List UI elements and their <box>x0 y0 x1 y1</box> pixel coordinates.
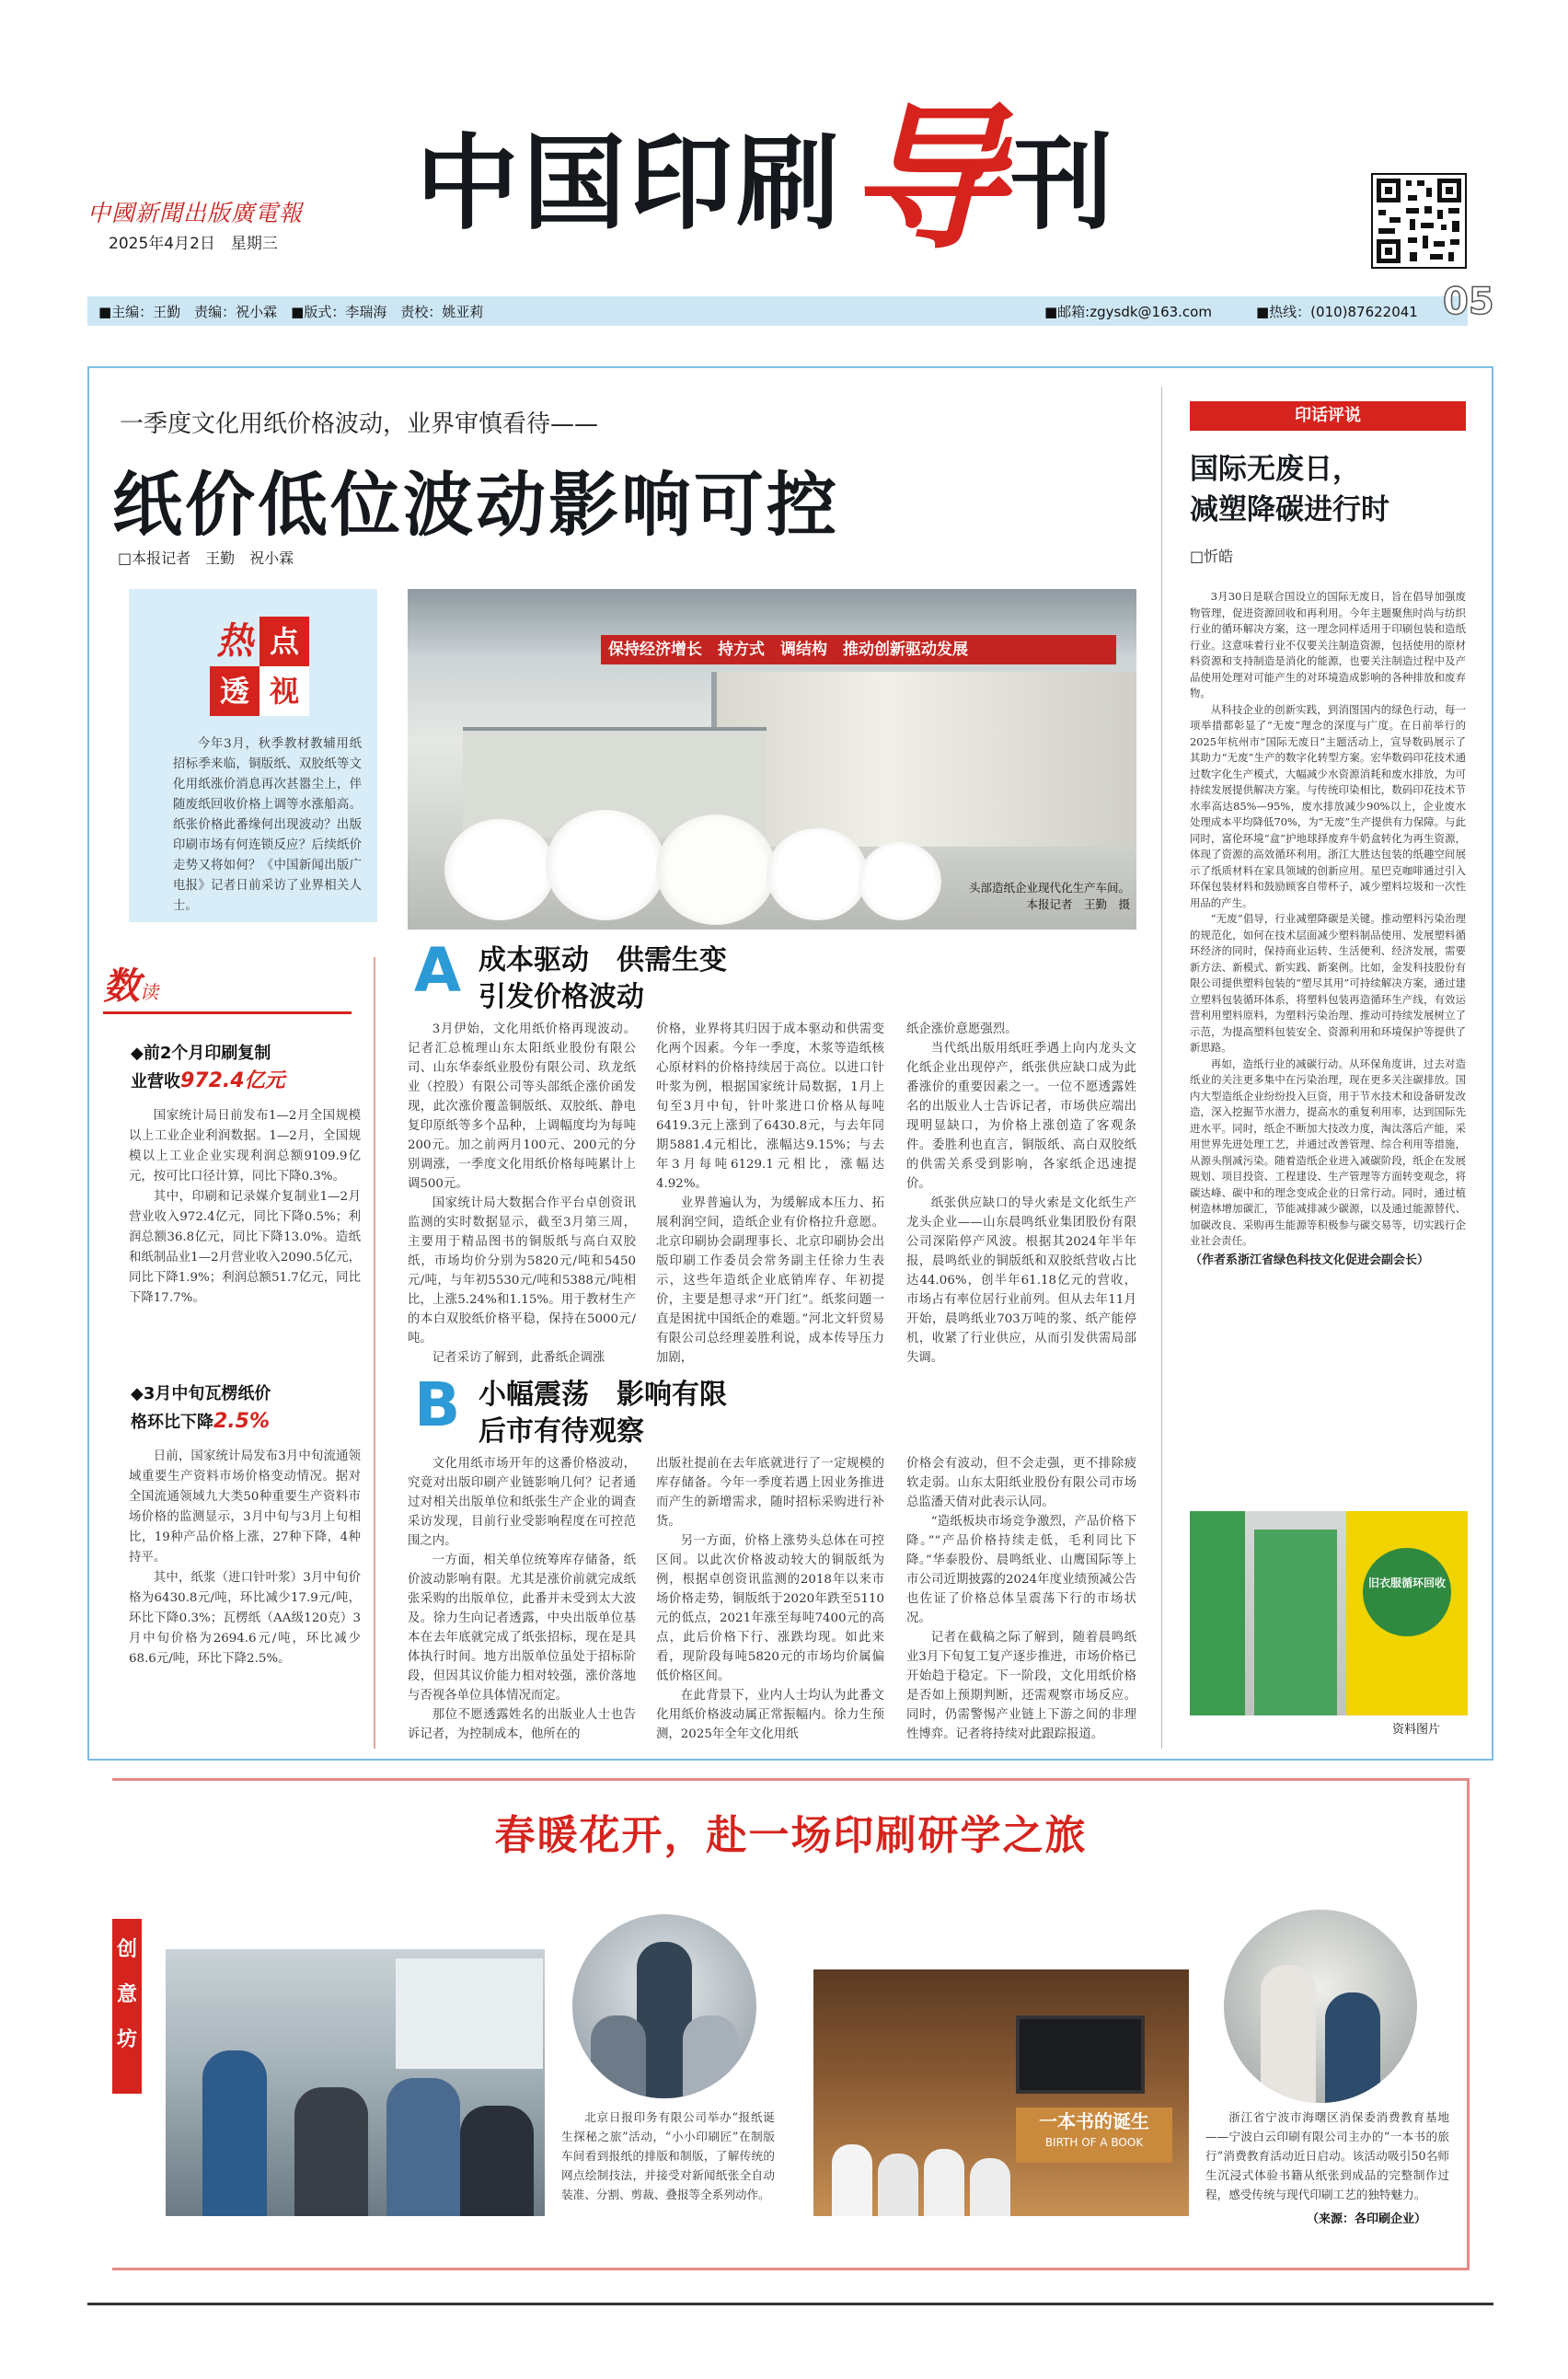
commentary-title-1: 国际无废日， <box>1190 453 1361 486</box>
paragraph: 在此背景下，业内人士均认为此番文化用纸价格波动属正常振幅内。徐力生预测，2025年全年文化用纸 <box>656 1689 884 1741</box>
person <box>386 2078 460 2216</box>
badge-char-3: 透 <box>210 666 259 716</box>
page-number: 05 <box>1443 281 1494 323</box>
section-a-letter: A <box>414 935 462 1006</box>
badge-char-4: 视 <box>259 666 309 716</box>
paragraph: 文化用纸市场开年的这番价格波动，究竟对出版印刷产业链影响几何？记者通过对相关出版单位和纸张生产企业的调查采访发现，目前行业受影响程度在可控范围之内。 <box>408 1457 636 1548</box>
recycle-bin <box>1190 1511 1245 1715</box>
hotline-text: ■热线：(010)87622041 <box>1256 304 1418 320</box>
machine <box>711 672 1136 847</box>
kicker: 一季度文化用纸价格波动，业界审慎看待—— <box>120 410 599 438</box>
paragraph: 纸企涨价意愿强烈。 <box>906 1022 1018 1036</box>
side-char-2: 意 <box>116 1983 137 2006</box>
hot-badge <box>210 617 309 716</box>
hot-topic-box <box>129 589 377 922</box>
section-a-title-1: 成本驱动 供需生变 <box>478 944 727 976</box>
section-a-col-3 <box>906 1020 1136 1368</box>
section-b-col-2 <box>656 1454 884 1744</box>
commentary-body <box>1190 589 1466 1270</box>
commentary-title <box>1190 449 1389 530</box>
section-a-title-2: 引发价格波动 <box>478 981 644 1013</box>
email-text: ■邮箱:zgysdk@163.com <box>1044 304 1212 320</box>
paragraph: “无废”倡导，行业减塑降碳是关键。推动塑料污染治理的规范化，如何在技术层面减少塑料制品使用、发展塑料循环经济的同时，保持商业运转、生活便利、经济发展，需要新方法、新模式、新实践、新案例。比如，金发科技股份有限公司提供塑料包装的“塑尽其用”可持续解决方案，通过建立塑料包装循环体系，将塑料包装再造循环生产线，有效运营利用塑料原料，为塑料污染治理、推动可持续发展树立了示范，为提高塑料包装安全、资源利用和环境保护等提供了新思路。 <box>1190 912 1466 1054</box>
section-b-title-1: 小幅震荡 影响有限 <box>478 1379 727 1411</box>
paragraph: 记者在截稿之际了解到，随着晨鸣纸业3月下旬复工复产逐步推进，市场价格已开始趋于稳定。下一阶段，文化用纸价格是否如上预期判断，还需观察市场反应。同时，仍需警惕产业链上下游之间的非理性博弈。记者将持续对此跟踪报道。 <box>906 1631 1136 1741</box>
section-b-title-2: 后市有待观察 <box>478 1415 644 1448</box>
paragraph: “造纸板块市场竞争激烈，产品价格下降。”“产品价格持续走低，毛利同比下降。”华泰股份、晨鸣纸业、山鹰国际等上市公司近期披露的2024年度业绩预减公告也佐证了价格总体呈震荡下行的市场状况。 <box>906 1515 1136 1625</box>
masthead-title <box>416 87 1114 276</box>
item-2-highlight: 2.5% <box>213 1410 271 1433</box>
student <box>878 2154 918 2216</box>
recycling-photo <box>1190 1511 1468 1715</box>
item-2-title-b: 格环比下降 <box>131 1413 213 1432</box>
paragraph: 那位不愿透露姓名的出版业人士也告诉记者，为控制成本，他所在的 <box>408 1708 636 1741</box>
side-char-1: 创 <box>116 1938 137 1961</box>
window <box>396 1958 543 2069</box>
exhibit-title: 一本书的诞生 <box>1039 2110 1149 2132</box>
paragraph: 国家统计局大数据合作平台卓创资讯监测的实时数据显示，截至3月第三周，主要用于精品图书的铜版纸与高白双胶纸，市场均价分别为5820元/吨和5450元/吨，与年初5530元/吨和5388元/吨相比，上涨5.24%和1.15%。用于教材生产的本白双胶纸价格平稳，保持在5000元/吨。 <box>408 1196 636 1345</box>
recycle-bin <box>1254 1530 1337 1715</box>
person <box>1261 1965 1316 2103</box>
paragraph: 另一方面，价格上涨势头总体在可控区间。以此次价格波动较大的铜版纸为例，根据卓创资讯监测的2018年以来市场价格走势，铜版纸于2020年跌至5110元的低点，2021年涨至每吨7400元的高点，此后价格下行、涨跌均现。如此来看，现阶段每吨5820元的市场均价属偏低价格区间。 <box>656 1534 884 1683</box>
section-a-col-2 <box>656 1020 884 1368</box>
commentary-photo-credit: 资料图片 <box>1392 1723 1441 1737</box>
person <box>1325 1992 1380 2103</box>
commentary-column <box>1161 387 1480 1749</box>
item-1-highlight: 972.4亿元 <box>180 1069 285 1092</box>
org-logo: 中國新聞出版廣電報 <box>87 200 304 226</box>
issue-date <box>109 230 278 253</box>
paragraph: 国家统计局日前发布1—2月全国规模以上工业企业利润数据。1—2月，全国规模以上工业企业实现利润总额9109.9亿元，按可比口径计算，同比下降0.3%。 <box>129 1109 361 1184</box>
person <box>683 2015 738 2098</box>
paper-roll <box>444 819 555 920</box>
paragraph: 纸张供应缺口的导火索是文化纸生产龙头企业——山东晨鸣纸业集团股份有限公司深陷停产风波。根据其2024年半年报，晨鸣纸业的铜版纸和双胶纸营收占比达44.06%，创半年61.18亿元的营收，市场占有率位居行业前列。但从去年11月开始，晨鸣纸业703万吨的浆、纸产能停机，收紧了行业供应，从而引发供需局部失调。 <box>906 1196 1136 1365</box>
recycle-sign-text: 旧衣服循环回收 <box>1367 1576 1446 1589</box>
exhibit-subtitle: BIRTH OF A BOOK <box>1044 2136 1144 2149</box>
paragraph: 再如，造纸行业的减碳行动。从环保角度讲，过去对造纸业的关注更多集中在污染治理，现在更多关注碳排放。国内大型造纸企业纷纷投入巨资，用于节水技术和设备研发改造，深入挖掘节水潜力，提高水的重复利用率，达到国际先进水平。同时，纸企不断加大技改力度，淘汰落后产能，采用世界先进处理工艺，并通过改善管理、综合利用等措施，从源头削减污染。随着造纸企业进入减碳阶段，纸企在发展规划、项目投资、工程建设、生产管理等方面转变观念，将碳达峰、碳中和的理念变成企业的日常行动。同时，通过植树造林增加碳汇，节能减排减少碳源，以及通过能源替代、加碳改良、采购再生能源等积极参与碳交易等，切实践行企业社会责任。 <box>1190 1057 1466 1247</box>
paragraph: 记者采访了解到，此番纸企调涨 <box>432 1351 605 1365</box>
paragraph: 3月30日是联合国设立的国际无废日，旨在倡导加强废物管理，促进资源回收和再利用。今年主题聚焦时尚与纺织行业的循环解决方案，这一理念同样适用于印刷包装和造纸行业。这意味着行业不仅要关注制造资源，包括使用的原材料资源和支持制造是消化的能源，也要关注制造过程中及产品使用处理对可能产生的对环境造成影响的各种排放和废弃物。 <box>1190 590 1466 699</box>
section-a-title <box>478 942 727 1016</box>
staff-bar <box>87 296 1468 326</box>
photo-caption <box>923 880 1130 913</box>
masthead <box>0 0 1568 331</box>
caption-right: 浙江省宁波市海曙区消保委消费教育基地——宁波白云印刷有限公司主办的“一本书的旅行”消费教育活动近日启动。该活动吸引50名师生沉浸式体验书籍从纸张到成品的完整制作过程，感受传统与现代印刷工艺的独特魅力。 <box>1205 2110 1449 2201</box>
headline: 纸价低位波动影响可控 <box>112 464 839 546</box>
paragraph: 出版社提前在去年底就进行了一定规模的库存储备。今年一季度若遇上因业务推进而产生的新增需求，随时招标采购进行补货。 <box>656 1457 884 1529</box>
feature-photo-circle-right <box>1224 1910 1417 2103</box>
paper-roll <box>546 810 665 920</box>
paragraph: 一方面，相关单位统筹库存储备，纸价波动影响有限。尤其是涨价前就完成纸张采购的出版单位，此番并未受到太大波及。徐力生向记者透露，中央出版单位基本在去年底就完成了纸张招标，现在是具体执行时间。地方出版单位虽处于招标阶段，但因其议价能力相对较强，涨价落地与否视各单位具体情况而定。 <box>408 1553 636 1703</box>
caption-text: 头部造纸企业现代化生产车间。 <box>968 881 1130 895</box>
section-a-col-1 <box>408 1020 636 1368</box>
item-1-title-b: 业营收 <box>131 1072 180 1091</box>
factory-photo <box>408 589 1136 930</box>
data-item-2-title <box>131 1380 361 1437</box>
data-item-1-text <box>129 1106 361 1309</box>
data-item-2-text <box>129 1447 361 1669</box>
student <box>924 2149 964 2216</box>
commentary-title-2: 减塑降碳进行时 <box>1190 493 1389 526</box>
title-right: 刊 <box>1010 124 1114 244</box>
person <box>460 2106 534 2216</box>
lead-byline: □本报记者 王勤 祝小霖 <box>118 549 294 567</box>
hot-intro: 今年3月，秋季教材教辅用纸招标季来临，铜版纸、双胶纸等文化用纸涨价消息再次甚嚣尘上，伴随废纸回收价格上调等水涨船高。纸张价格此番缘何出现波动？出版印刷市场有何连锁反应？后续纸价走势又将如何？《中国新闻出版广电报》记者日前采访了业界相关人士。 <box>173 737 362 913</box>
feature-side-label <box>112 1919 142 2094</box>
weekday-text: 星期三 <box>230 235 278 253</box>
data-box-logo <box>103 957 352 1014</box>
section-b-col-1 <box>408 1454 636 1744</box>
paragraph: 其中，纸浆（进口针叶浆）3月中旬价格为6430.8元/吨，环比减少17.9元/吨，环比下降0.3%；瓦楞纸（AA级120克）3月中旬价格为2694.6元/吨，环比减少68.6元/吨，环比下降2.5%。 <box>129 1571 361 1666</box>
feature-title: 春暖花开，赴一场印刷研学之旅 <box>494 1812 1088 1859</box>
caption-left: 北京日报印务有限公司举办“报纸诞生探秘之旅”活动，“小小印刷匠”在制版车间看到报纸的排版和制版，了解传统的网点绘制技法，并接受对新闻纸张全自动装准、分割、剪裁、叠报等全系列动作。 <box>561 2110 775 2201</box>
commentary-tag: 印话评说 <box>1190 401 1466 431</box>
paragraph: 日前，国家统计局发布3月中旬流通领域重要生产资料市场价格变动情况。据对全国流通领域九大类50种重要生产资料市场价格的监测显示，3月中旬与3月上旬相比，19种产品价格上涨，27种下降，4种持平。 <box>129 1449 361 1565</box>
section-b-col-3 <box>906 1454 1136 1744</box>
date-text: 2025年4月2日 <box>109 235 215 253</box>
section-b-title <box>478 1377 727 1450</box>
data-box <box>103 957 375 1749</box>
logo-char-1: 数 <box>103 964 140 1008</box>
paragraph: 3月伊始，文化用纸价格再现波动。记者汇总梳理山东太阳纸业股份有限公司、山东华泰纸业股份有限公司、玖龙纸业（控股）有限公司等头部纸企涨价函发现，此次涨价覆盖铜版纸、双胶纸、静电复印原纸等多个品种，上调幅度均为每吨200元。加之前两月100元、200元的分别调涨，一季度文化用纸价格每吨累计上调500元。 <box>408 1022 636 1191</box>
item-1-title-a: ◆前2个月印刷复制 <box>131 1044 271 1063</box>
paper-roll <box>767 828 868 920</box>
factory-banner: 保持经济增长 持方式 调结构 推动创新驱动发展 <box>601 635 1116 664</box>
bottom-rule <box>87 2303 1493 2305</box>
logo-char-2: 读 <box>140 981 158 1003</box>
feature-photo-workshop <box>166 1949 545 2216</box>
item-2-title-a: ◆3月中旬瓦楞纸价 <box>131 1384 271 1403</box>
student <box>832 2144 872 2216</box>
feature-source: （来源：各印刷企业） <box>1307 2212 1427 2226</box>
paragraph: 业界普遍认为，为缓解成本压力、拓展利润空间，造纸企业有价格拉升意愿。北京印刷协会副理事长、北京印刷协会出版印刷工作委员会常务副主任徐力生表示，这些年造纸企业底销库存、年初提价，主要是想寻求“开门红”。纸浆问题一直是困扰中国纸企的难题。”河北文轩贸易有限公司总经理姜胜利说，成本传导压力加剧， <box>656 1196 884 1365</box>
exhibit-board <box>1016 2108 1172 2163</box>
staff-text: ■主编：王勤 责编：祝小霖 ■版式：李瑞海 责校：姚亚莉 <box>98 304 484 320</box>
badge-char-2: 点 <box>259 617 309 666</box>
badge-char-1: 热 <box>216 620 253 663</box>
person <box>294 2087 368 2216</box>
recycle-logo <box>1363 1548 1451 1636</box>
paper-roll <box>656 814 776 925</box>
feature-photo-circle-left <box>572 1914 756 2098</box>
title-left: 中国印刷 <box>416 124 843 244</box>
person <box>202 2050 267 2216</box>
paragraph: 其中，印刷和记录媒介复制业1—2月营业收入972.4亿元，同比下降0.5%；利润总额36.8亿元，同比下降13.0%。造纸和纸制品业1—2月营业收入2090.5亿元，同比下降1.9%；利润总额51.7亿元，同比下降17.7%。 <box>129 1190 361 1305</box>
data-item-1-title <box>131 1040 361 1096</box>
person <box>591 2015 646 2098</box>
title-mid: 导 <box>848 87 1006 271</box>
paragraph: 当代纸出版用纸旺季遇上向内龙头文化纸企业出现停产，纸张供应缺口成为此番涨价的重要因素之一。一位不愿透露姓名的出版业人士告诉记者，市场供应端出现明显缺口，为价格上涨创造了客观条件。委胜利也直言，铜版纸、高白双胶纸的供需关系受到影响，各家纸企迅速提价。 <box>906 1042 1136 1191</box>
credit-text: 本报记者 王勤 摄 <box>1026 897 1130 911</box>
paragraph: 价格会有波动，但不会走强，更不排除疲软走弱。山东太阳纸业股份有限公司市场总监潘天倩对此表示认同。 <box>906 1457 1136 1509</box>
qr-code <box>1371 173 1467 269</box>
section-b-letter: B <box>414 1369 461 1440</box>
paragraph: 价格，业界将其归因于成本驱动和供需变化两个因素。今年一季度，木浆等造纸核心原材料的价格持续居于高位。以进口针叶浆为例，根据国家统计局数据，1月上旬至3月中旬，针叶浆进口价格从每吨6419.3元上涨到了6430.8元，与去年同期5881.4元相比，涨幅达9.15%；与去年3月每吨6129.1元相比，涨幅达4.92%。 <box>656 1022 884 1191</box>
feature-photo-exhibit <box>813 1969 1189 2216</box>
student <box>970 2158 1010 2216</box>
author-note: （作者系浙江省绿色科技文化促进会副会长） <box>1190 1253 1430 1267</box>
side-char-3: 坊 <box>116 2028 137 2051</box>
commentary-byline: □忻皓 <box>1190 548 1234 565</box>
paragraph: 从科技企业的创新实践，到消图国内的绿色行动，每一项举措都彰显了“无废”理念的深度与广度。在日前举行的2025年杭州市“国际无废日”主题活动上，宣导数码展示了其助力“无废”生产的数字化转型方案。宏华数码印花技术通过数字化生产模式，大幅减少水资源消耗和废水排放，为可持续发展提供解决方案。与传统印染相比，数码印花技术节水率高达85%—95%，废水排放减少90%以上，企业废水处理成本平均降低70%，为“无废”生产提供有力保障。与此同时，富伦环境“盒”护地球择废弃牛奶盒转化为再生资源，体现了资源的高效循环利用。浙江大胜达包装的纸趣空间展示了纸质材料在家具领域的创新应用。星巴克咖啡通过引入环保包装材料和鼓励顾客自带杯子，减少塑料垃圾和一次性用品的产生。 <box>1190 702 1466 909</box>
display-screen <box>1016 2015 1145 2094</box>
